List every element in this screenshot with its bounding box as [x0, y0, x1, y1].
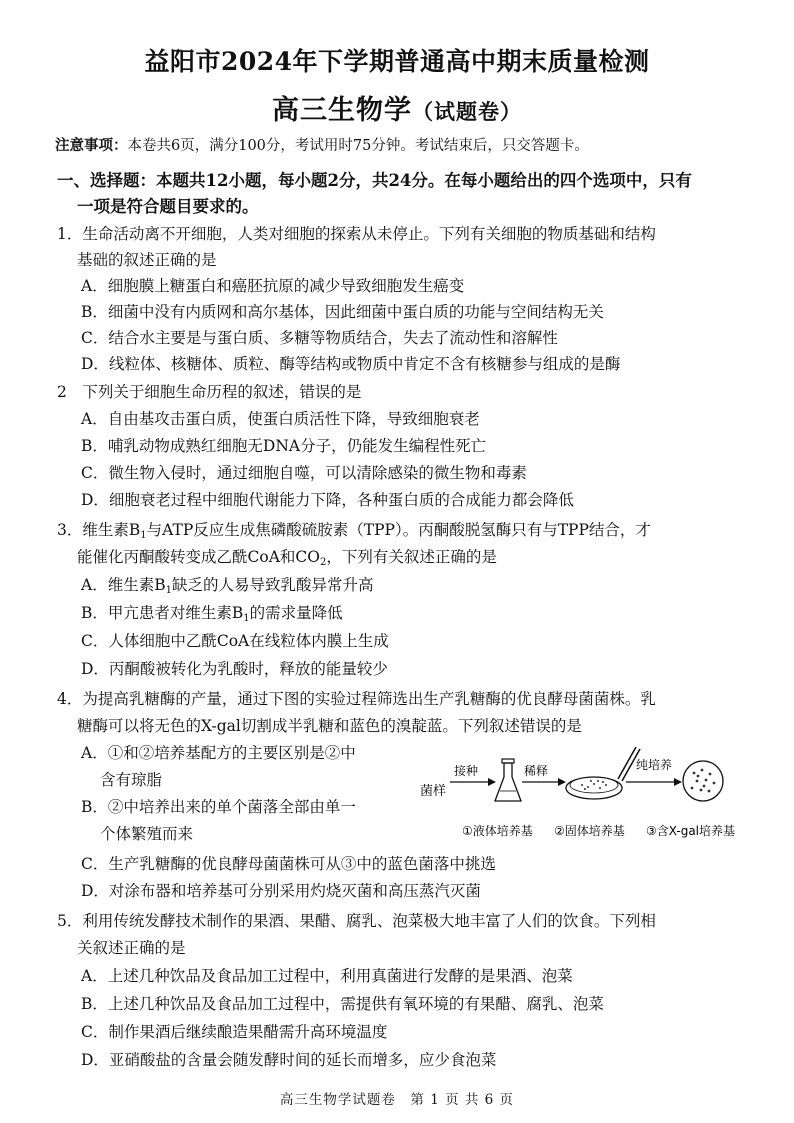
- q4-option-b-line2: 个体繁殖而来: [100, 825, 194, 843]
- q3-a-post: 缺乏的人易导致乳酸异常升高: [171, 576, 374, 594]
- q2-option-c: C．微生物入侵时，通过细胞自噬，可以清除感染的微生物和毒素: [81, 464, 527, 482]
- q4-option-d: D．对涂布器和培养基可分别采用灼烧灭菌和高压蒸汽灭菌: [81, 882, 481, 900]
- diagram-label-2: ②固体培养基: [554, 824, 625, 838]
- flask-stopper: [502, 759, 514, 763]
- subscript: 1: [243, 613, 250, 624]
- exam-subject-title: [0, 88, 794, 127]
- q3-b-post: 的需求量降低: [249, 604, 343, 622]
- q5-option-b: B．上述几种饮品及食品加工过程中，需提供有氧环境的有果醋、腐乳、泡菜: [81, 995, 604, 1013]
- q2-option-b: B．哺乳动物成熟红细胞无DNA分子，仍能发生编程性死亡: [81, 437, 487, 455]
- q3-option-b: [81, 603, 343, 623]
- q3-stem-line1: [57, 520, 651, 540]
- dish-colonies: [581, 780, 607, 790]
- q1-option-d: D．线粒体、核糖体、质粒、酶等结构或物质中肯定不含有核糖参与组成的是酶: [81, 355, 621, 373]
- q3-stem-line2: [77, 547, 497, 567]
- diagram-label-3: ③含X-gal培养基: [646, 824, 736, 838]
- q3-stem1-pre: 3．维生素B: [57, 521, 141, 539]
- q4-option-b-line1: B．②中培养出来的单个菌落全部由单一: [81, 798, 356, 816]
- q3-stem2-pre: 能催化丙酮酸转变成乙酰CoA和CO: [77, 548, 320, 566]
- subject-name: 高三生物学: [272, 95, 412, 126]
- q3-stem2-post: ，下列有关叙述正确的是: [326, 548, 497, 566]
- q5-stem-line1: 5．利用传统发酵技术制作的果酒、果醋、腐乳、泡菜极大地丰富了人们的饮食。下列相: [57, 912, 656, 930]
- notice-text: 本卷共6页，满分100分，考试用时75分钟。考试结束后，只交答题卡。: [127, 138, 589, 154]
- q1-stem-line2: 基础的叙述正确的是: [77, 251, 217, 269]
- subscript: 1: [140, 530, 147, 541]
- section-heading-line1: 一、选择题：本题共12小题，每小题2分，共24分。在每小题给出的四个选项中，只有: [57, 171, 692, 190]
- q1-option-a: A．细胞膜上糖蛋白和癌胚抗原的减少导致细胞发生癌变: [81, 277, 465, 295]
- q1-option-c: C．结合水主要是与蛋白质、多糖等物质结合，失去了流动性和溶解性: [81, 329, 558, 347]
- q5-option-a: A．上述几种饮品及食品加工过程中，利用真菌进行发酵的是果酒、泡菜: [81, 967, 573, 985]
- q1-option-b: B．细菌中没有内质网和高尔基体，因此细菌中蛋白质的功能与空间结构无关: [81, 303, 604, 321]
- spreader-icon: [618, 747, 636, 779]
- q2-option-a: A．自由基攻击蛋白质，使蛋白质活性下降，导致细胞衰老: [81, 410, 480, 428]
- diagram-sample-label: 菌样: [420, 784, 447, 799]
- flask-icon: [495, 763, 521, 801]
- q4-option-c: C．生产乳糖酶的优良酵母菌菌株可从③中的蓝色菌落中挑选: [81, 855, 496, 873]
- q3-stem1-post: 与ATP反应生成焦磷酸硫胺素（TPP）。丙酮酸脱氢酶只有与TPP结合，才: [146, 521, 651, 539]
- diagram-step1-label: 接种: [454, 764, 479, 778]
- q3-b-pre: B．甲亢患者对维生素B: [81, 604, 244, 622]
- q5-option-d: D．亚硝酸盐的含量会随发酵时间的延长而增多，应少食泡菜: [81, 1051, 497, 1069]
- arrow-3-head: [674, 778, 682, 786]
- culture-process-diagram: [418, 743, 758, 843]
- q1-stem-line1: 1．生命活动离不开细胞，人类对细胞的探索从未停止。下列有关细胞的物质基础和结构: [57, 225, 656, 243]
- q4-stem-line1: 4．为提高乳糖酶的产量，通过下图的实验过程筛选出生产乳糖酶的优良酵母菌菌株。乳: [57, 690, 656, 708]
- arrow-2-head: [558, 778, 566, 786]
- exam-title: 益阳市2024年下学期普通高中期末质量检测: [144, 47, 650, 76]
- notice-label: 注意事项：: [55, 137, 128, 154]
- q3-option-d: D．丙酮酸被转化为乳酸时，释放的能量较少: [81, 660, 388, 678]
- q5-option-c: C．制作果酒后继续酿造果醋需升高环境温度: [81, 1023, 388, 1041]
- subscript: 1: [165, 585, 172, 596]
- subscript: 2: [319, 557, 327, 568]
- q3-option-a: [81, 575, 373, 595]
- paper-type: （试题卷）: [412, 99, 522, 124]
- arrow-1-head: [488, 778, 496, 786]
- q2-stem: 2 下列关于细胞生命历程的叙述，错误的是: [57, 383, 362, 401]
- page-footer: 高三生物学试题卷 第 1 页 共 6 页: [279, 1092, 515, 1108]
- diagram-step3-label: 纯培养: [636, 758, 673, 772]
- diagram-step2-label: 稀释: [524, 764, 549, 778]
- plate-colonies: [691, 769, 716, 793]
- q4-option-a-line1: A．①和②培养基配方的主要区别是②中: [81, 744, 356, 762]
- section-heading-line2: 一项是符合题目要求的。: [77, 197, 259, 216]
- q4-option-a-line2: 含有琼脂: [100, 771, 163, 789]
- q4-stem-line2: 糖酶可以将无色的X-gal切割成半乳糖和蓝色的溴靛蓝。下列叙述错误的是: [77, 717, 582, 735]
- xgal-plate-icon: [683, 761, 723, 801]
- notice: [55, 136, 589, 156]
- q3-option-c: C．人体细胞中乙酰CoA在线粒体内膜上生成: [81, 632, 389, 650]
- q5-stem-line2: 关叙述正确的是: [77, 939, 186, 957]
- q3-a-pre: A．维生素B: [81, 576, 166, 594]
- q2-option-d: D．细胞衰老过程中细胞代谢能力下降，各种蛋白质的合成能力都会降低: [81, 491, 574, 509]
- diagram-label-1: ①液体培养基: [462, 824, 533, 838]
